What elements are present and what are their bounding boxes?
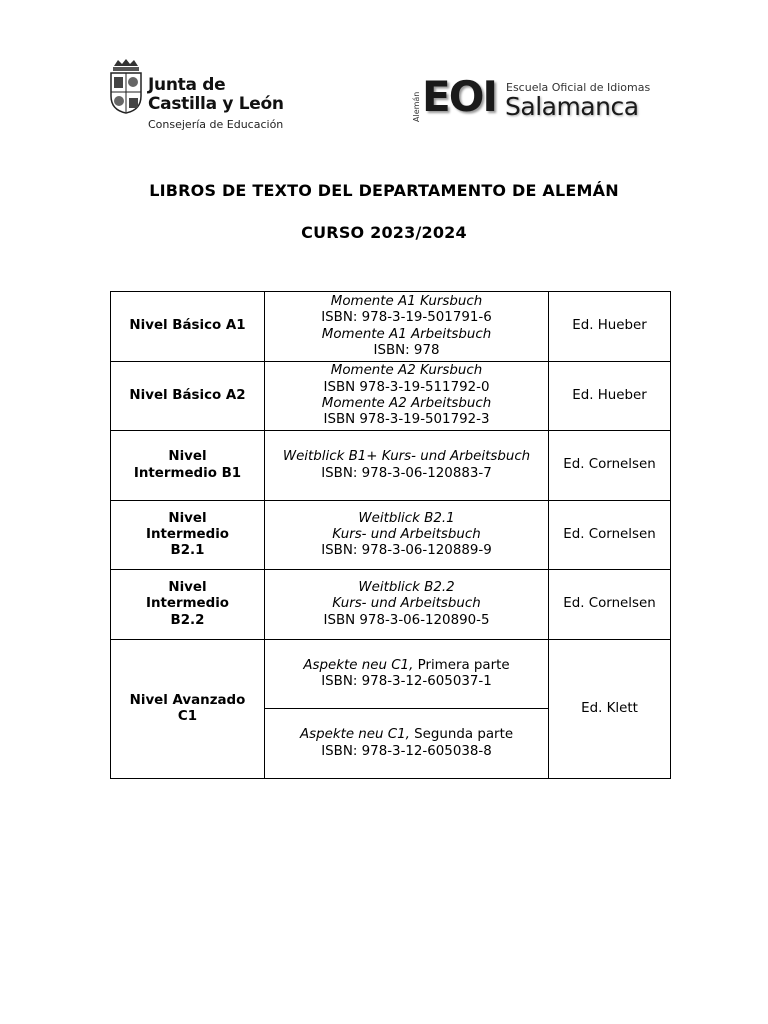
- level-label: Nivel Básico A1: [129, 318, 246, 334]
- publisher-label: Ed. Hueber: [572, 387, 647, 403]
- book-isbn: ISBN: 978-3-12-605037-1: [321, 674, 492, 689]
- table-row: [111, 501, 671, 570]
- book-cell: [265, 501, 549, 570]
- level-cell: [111, 570, 265, 640]
- jcyl-name-line1: Junta de: [148, 75, 226, 95]
- level-cell: [111, 292, 265, 362]
- book-cell: [265, 570, 549, 640]
- book-cell: [265, 431, 549, 501]
- eoi-department-label: Alemán: [412, 91, 421, 122]
- book-part: Primera parte: [413, 657, 510, 673]
- book-isbn: ISBN 978-3-06-120890-5: [323, 612, 490, 628]
- table-row: [111, 570, 671, 640]
- eoi-abbreviation: EOI: [422, 72, 497, 121]
- book-cell: [265, 640, 549, 709]
- book-isbn: ISBN: 978: [373, 342, 440, 358]
- page-subtitle: CURSO 2023/2024: [301, 223, 467, 242]
- book-title: Weitblick B1+ Kurs- und Arbeitsbuch: [282, 449, 531, 465]
- coat-of-arms-icon: [108, 58, 144, 114]
- book-title: Weitblick B2.1: [358, 510, 455, 526]
- book-cell: [265, 709, 549, 779]
- publisher-cell: [549, 570, 671, 640]
- book-title: Momente A2 Arbeitsbuch: [321, 396, 492, 411]
- book-title: Weitblick B2.2: [358, 580, 455, 596]
- book-isbn: ISBN 978-3-19-501792-3: [323, 412, 490, 428]
- publisher-cell: [549, 431, 671, 501]
- table-row: [111, 292, 671, 362]
- level-label: B2.2: [170, 612, 205, 628]
- jcyl-name-line2: Castilla y León: [148, 94, 284, 114]
- publisher-label: Ed. Cornelsen: [563, 526, 656, 542]
- book-title: Aspekte neu C1,: [303, 657, 414, 673]
- publisher-label: Ed. Cornelsen: [563, 457, 656, 473]
- book-title: Kurs- und Arbeitsbuch: [332, 526, 481, 542]
- publisher-label: Ed. Hueber: [572, 318, 647, 334]
- eoi-logo: [412, 72, 652, 128]
- level-cell: [111, 640, 265, 779]
- publisher-label: Ed. Klett: [581, 700, 638, 716]
- jcyl-logo: [108, 58, 283, 134]
- book-title: Momente A2 Kursbuch: [330, 363, 483, 379]
- publisher-cell: [549, 640, 671, 779]
- level-label: Intermedio B1: [133, 465, 242, 481]
- book-title: Momente A1 Arbeitsbuch: [321, 326, 492, 342]
- book-part: Segunda parte: [409, 727, 514, 743]
- publisher-label: Ed. Cornelsen: [563, 596, 656, 612]
- book-title: Aspekte neu C1,: [299, 727, 410, 743]
- book-title: Kurs- und Arbeitsbuch: [332, 596, 481, 612]
- level-label: Intermedio: [145, 596, 229, 612]
- level-cell: [111, 362, 265, 431]
- book-isbn: ISBN: 978-3-06-120889-9: [321, 543, 492, 559]
- level-label: Nivel Básico A2: [129, 387, 246, 403]
- book-cell: [265, 292, 549, 362]
- level-label: Nivel: [168, 449, 207, 465]
- level-cell: [111, 431, 265, 501]
- book-title: Momente A1 Kursbuch: [330, 293, 483, 309]
- level-cell: [111, 501, 265, 570]
- level-label: C1: [177, 709, 198, 724]
- publisher-cell: [549, 362, 671, 431]
- textbook-table: [110, 291, 671, 779]
- jcyl-department: Consejería de Educación: [148, 118, 284, 131]
- eoi-school-name: Escuela Oficial de Idiomas: [506, 81, 651, 94]
- level-label: Intermedio: [145, 526, 229, 542]
- table-row: [111, 362, 671, 431]
- book-isbn: ISBN 978-3-19-511792-0: [323, 379, 490, 395]
- table-row: [111, 640, 671, 709]
- book-isbn: ISBN: 978-3-12-605038-8: [321, 743, 492, 759]
- eoi-city: Salamanca: [505, 92, 639, 121]
- level-label: Nivel: [168, 510, 207, 526]
- book-isbn: ISBN: 978-3-19-501791-6: [321, 310, 492, 326]
- book-isbn: ISBN: 978-3-06-120883-7: [321, 465, 492, 481]
- table-row: [111, 431, 671, 501]
- page-title: LIBROS DE TEXTO DEL DEPARTAMENTO DE ALEMÁN: [149, 181, 619, 200]
- level-label: B2.1: [170, 543, 205, 559]
- publisher-cell: [549, 501, 671, 570]
- publisher-cell: [549, 292, 671, 362]
- book-cell: [265, 362, 549, 431]
- level-label: Nivel Avanzado: [129, 692, 246, 708]
- level-label: Nivel: [168, 580, 207, 596]
